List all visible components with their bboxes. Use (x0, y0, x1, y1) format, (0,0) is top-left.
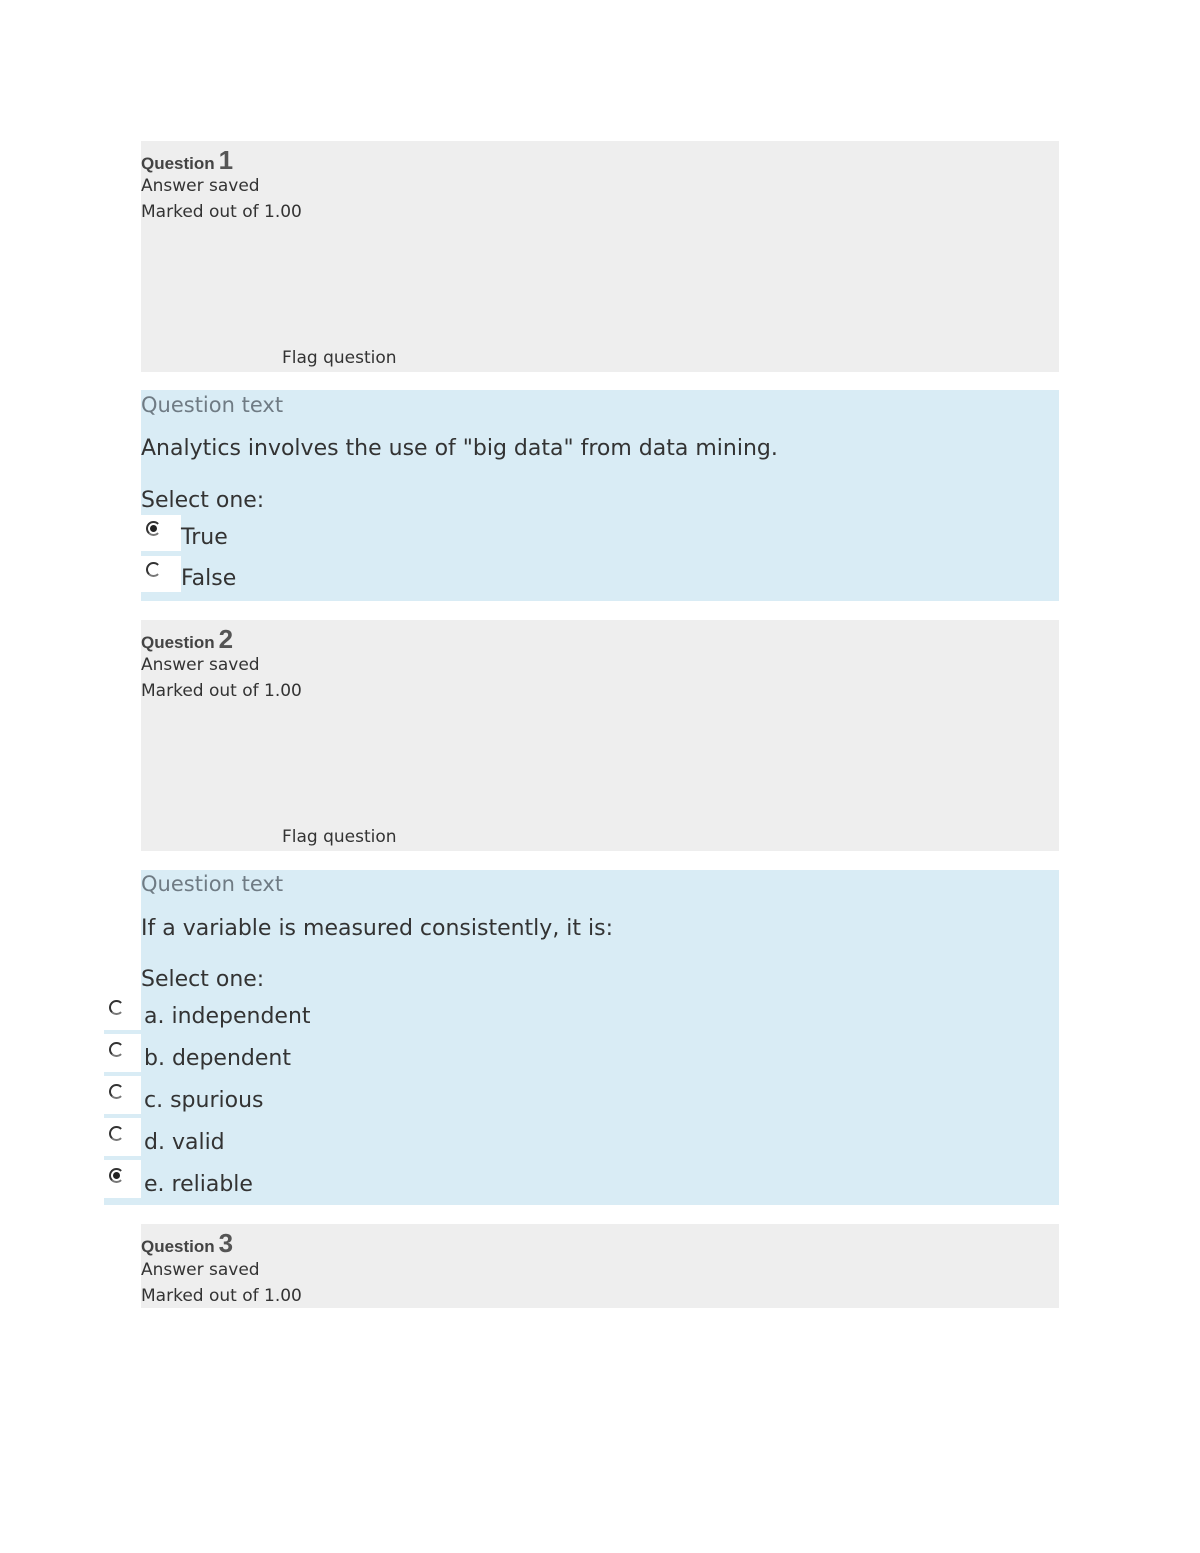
radio-button[interactable] (109, 1000, 124, 1015)
question-text-heading: Question text (141, 872, 284, 896)
radio-button[interactable] (109, 1126, 124, 1141)
question-text: Analytics involves the use of "big data" from data mining. (141, 436, 778, 461)
grade-info: Marked out of 1.00 (141, 202, 302, 222)
flag-question-link[interactable]: Flag question (282, 348, 397, 368)
radio-cell (104, 994, 141, 1034)
answer-option-d[interactable] (104, 1120, 504, 1160)
option-label[interactable]: False (181, 566, 237, 591)
question-text-heading: Question text (141, 393, 284, 417)
radio-button[interactable] (109, 1042, 124, 1057)
question-number: 1 (218, 145, 234, 175)
radio-cell (104, 1078, 141, 1118)
question-label: Question (141, 154, 215, 173)
radio-button-checked[interactable] (109, 1168, 124, 1183)
select-one-prompt: Select one: (141, 967, 265, 992)
radio-button[interactable] (146, 562, 161, 577)
answer-option-e[interactable] (104, 1162, 504, 1202)
answer-state: Answer saved (141, 1260, 260, 1280)
option-label[interactable]: True (181, 525, 228, 550)
question-2-info (141, 620, 1059, 851)
question-number: 2 (218, 624, 234, 654)
option-label[interactable]: a. independent (144, 1004, 311, 1029)
answer-option-false[interactable] (141, 556, 441, 596)
answer-option-b[interactable] (104, 1036, 504, 1076)
question-3-info (141, 1224, 1059, 1308)
answer-state: Answer saved (141, 655, 260, 675)
radio-cell (141, 515, 181, 555)
option-label[interactable]: c. spurious (144, 1088, 264, 1113)
divider (104, 1202, 141, 1205)
radio-cell (104, 1036, 141, 1076)
question-1-info (141, 141, 1059, 372)
radio-cell (104, 1120, 141, 1160)
answer-option-c[interactable] (104, 1078, 504, 1118)
option-label[interactable]: e. reliable (144, 1172, 253, 1197)
question-2-title (141, 624, 233, 655)
radio-cell (104, 1162, 141, 1202)
flag-question-link[interactable]: Flag question (282, 827, 397, 847)
question-1-title (141, 145, 233, 176)
select-one-prompt: Select one: (141, 488, 265, 513)
question-3-title (141, 1228, 233, 1259)
answer-state: Answer saved (141, 176, 260, 196)
option-label[interactable]: b. dependent (144, 1046, 291, 1071)
answer-option-true[interactable] (141, 515, 441, 555)
question-label: Question (141, 1237, 215, 1256)
question-text: If a variable is measured consistently, it is: (141, 916, 614, 941)
question-number: 3 (218, 1228, 234, 1258)
option-label[interactable]: d. valid (144, 1130, 225, 1155)
question-label: Question (141, 633, 215, 652)
question-1-content (141, 390, 1059, 601)
radio-cell (141, 556, 181, 596)
answer-option-a[interactable] (104, 994, 504, 1034)
grade-info: Marked out of 1.00 (141, 1286, 302, 1306)
grade-info: Marked out of 1.00 (141, 681, 302, 701)
radio-button-checked[interactable] (146, 521, 161, 536)
radio-button[interactable] (109, 1084, 124, 1099)
